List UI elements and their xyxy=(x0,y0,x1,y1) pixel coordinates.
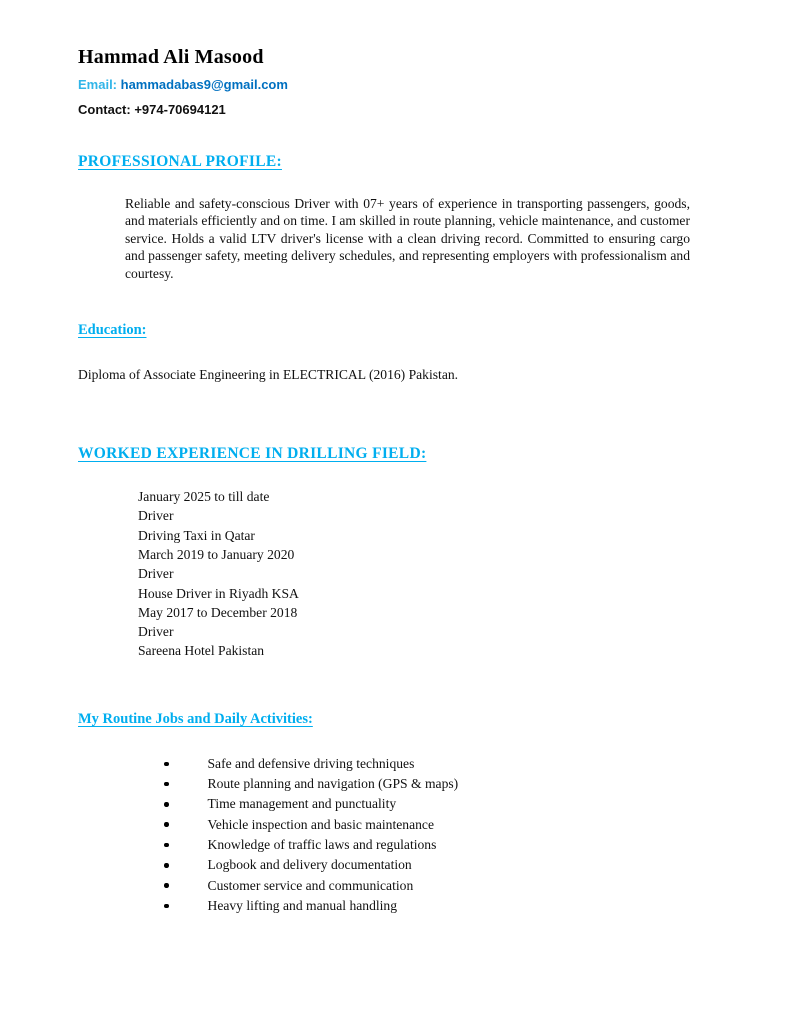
experience-line: Driver xyxy=(138,566,174,582)
list-item xyxy=(164,794,712,814)
list-item-label: Knowledge of traffic laws and regulations xyxy=(207,837,437,853)
list-item xyxy=(164,754,712,774)
email-label: Email: xyxy=(78,77,118,92)
bullet-icon xyxy=(164,904,169,909)
experience-line: Driver xyxy=(138,508,174,524)
bullet-icon xyxy=(164,762,169,767)
experience-line: House Driver in Riyadh KSA xyxy=(138,585,299,601)
routine-jobs-list xyxy=(164,754,712,916)
list-item-label: Vehicle inspection and basic maintenance xyxy=(207,816,434,832)
bullet-icon xyxy=(164,843,169,848)
section-heading-experience: WORKED EXPERIENCE IN DRILLING FIELD: xyxy=(78,445,427,463)
list-item xyxy=(164,835,712,855)
candidate-name: Hammad Ali Masood xyxy=(78,46,264,68)
section-heading-professional-profile: PROFESSIONAL PROFILE: xyxy=(78,153,282,170)
list-item-label: Logbook and delivery documentation xyxy=(207,857,412,873)
bullet-icon xyxy=(164,863,169,868)
list-item-label: Time management and punctuality xyxy=(207,796,397,812)
list-item xyxy=(164,855,712,875)
experience-line: May 2017 to December 2018 xyxy=(138,604,298,620)
email-link[interactable]: hammadabas9@gmail.com xyxy=(120,77,288,92)
experience-list xyxy=(138,487,712,661)
section-heading-education: Education: xyxy=(78,322,147,339)
list-item xyxy=(164,896,712,916)
list-item xyxy=(164,875,712,895)
professional-profile-text: Reliable and safety-conscious Driver with 07+ years of experience in transporting passengers, goods, and materials efficiently and on time. I am skilled in route planning, vehicle maintenance, and customer service. Holds a valid LTV driver's license with a clean driving record. Committed to ensuring cargo and passenger safety, meeting delivery schedules, and representing employers with professionalism and courtesy. xyxy=(125,196,690,281)
list-item-label: Safe and defensive driving techniques xyxy=(207,755,415,771)
experience-line: January 2025 to till date xyxy=(138,489,270,505)
list-item xyxy=(164,815,712,835)
list-item-label: Heavy lifting and manual handling xyxy=(207,897,398,913)
experience-line: Driver xyxy=(138,624,174,640)
section-heading-routine-jobs: My Routine Jobs and Daily Activities: xyxy=(78,710,313,727)
list-item-label: Route planning and navigation (GPS & maps) xyxy=(207,776,459,792)
list-item xyxy=(164,774,712,794)
list-item-label: Customer service and communication xyxy=(207,877,414,893)
education-text: Diploma of Associate Engineering in ELECTRICAL (2016) Pakistan. xyxy=(78,367,459,383)
experience-line: Driving Taxi in Qatar xyxy=(138,527,255,543)
bullet-icon xyxy=(164,883,169,888)
bullet-icon xyxy=(164,822,169,827)
experience-line: March 2019 to January 2020 xyxy=(138,546,295,562)
bullet-icon xyxy=(164,782,169,787)
email-line xyxy=(78,77,712,92)
experience-line: Sareena Hotel Pakistan xyxy=(138,643,265,659)
contact-number: Contact: +974-70694121 xyxy=(78,102,226,117)
bullet-icon xyxy=(164,802,169,807)
